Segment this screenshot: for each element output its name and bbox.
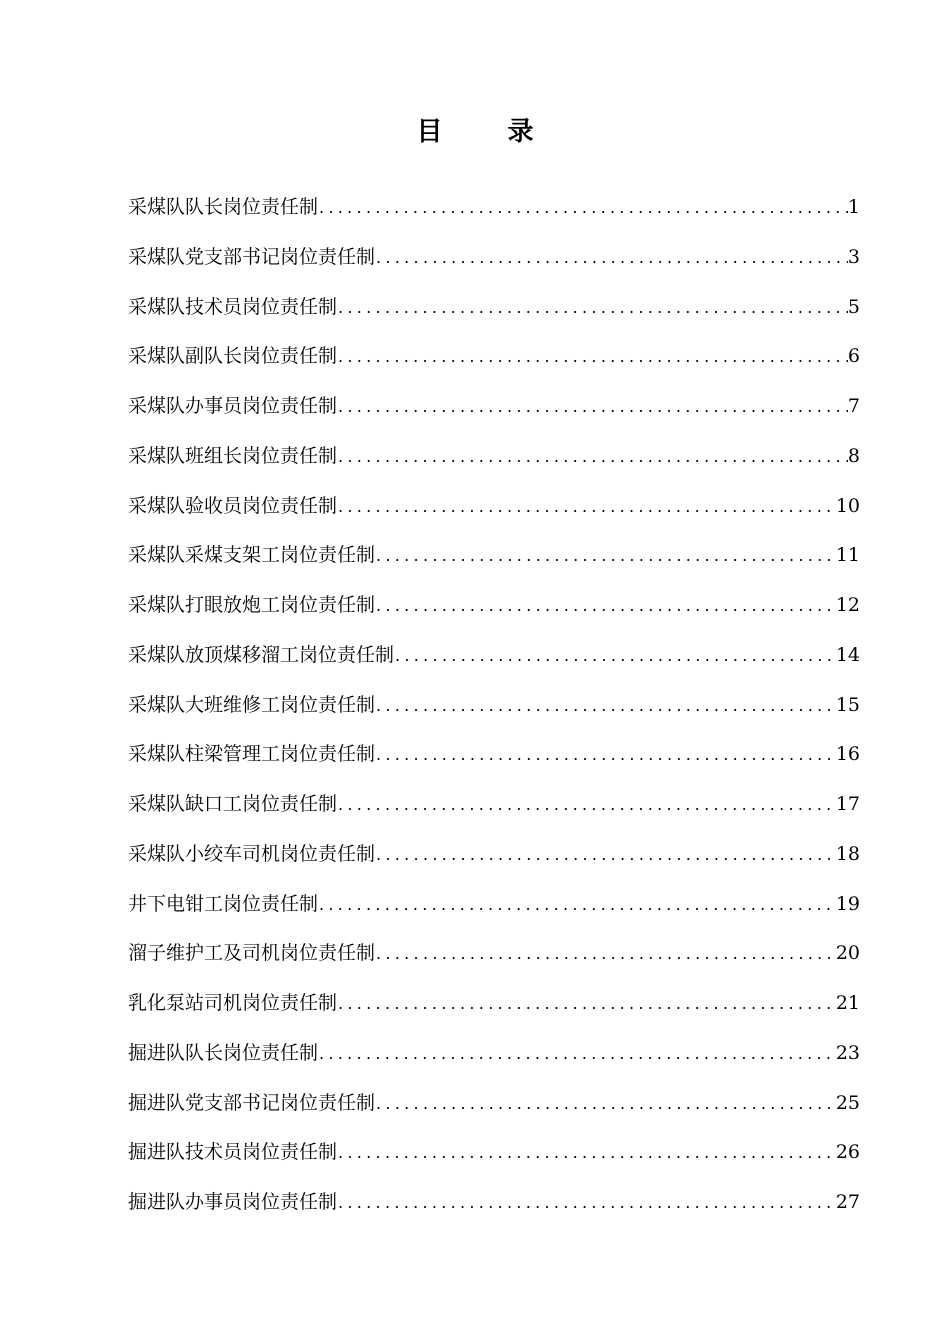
page-title: 目 录 [416, 117, 562, 147]
toc-entry[interactable] [128, 1029, 860, 1079]
toc-entry-title: 掘进队队长岗位责任制 [128, 1041, 319, 1064]
dot-leader [375, 830, 836, 880]
toc-entry-title: 乳化泵站司机岗位责任制 [128, 992, 338, 1014]
toc-entry-title: 采煤队技术员岗位责任制 [128, 295, 338, 318]
toc-entry-title: 掘进队技术员岗位责任制 [128, 1141, 338, 1164]
toc-entry-title: 采煤队缺口工岗位责任制 [128, 793, 338, 815]
toc-page-number: 18 [835, 842, 860, 865]
toc-entry[interactable] [128, 432, 860, 482]
dot-leader [318, 183, 848, 233]
toc-page-number: 1 [847, 196, 860, 218]
toc-entry[interactable] [128, 681, 860, 731]
toc-entry[interactable] [128, 482, 860, 532]
dot-leader [375, 531, 836, 581]
toc-page-number: 20 [835, 942, 860, 965]
toc-page-number: 8 [847, 444, 860, 467]
dot-leader [337, 1128, 836, 1178]
dot-leader [337, 1178, 836, 1228]
dot-leader [375, 1079, 836, 1129]
toc-page-number: 25 [835, 1091, 860, 1114]
toc-entry-title: 采煤队副队长岗位责任制 [128, 345, 338, 368]
toc-entry[interactable] [128, 1079, 860, 1129]
toc-entry-title: 采煤队打眼放炮工岗位责任制 [128, 594, 376, 616]
toc-entry-title: 采煤队队长岗位责任制 [128, 196, 319, 218]
dot-leader [337, 432, 848, 482]
dot-leader [318, 880, 836, 930]
toc-page-number: 12 [835, 594, 860, 616]
toc-entry-title: 采煤队柱梁管理工岗位责任制 [128, 743, 376, 766]
toc-entry[interactable] [128, 531, 860, 581]
toc-page-number: 6 [847, 345, 860, 368]
toc-page-number: 5 [847, 295, 860, 318]
dot-leader [337, 482, 836, 532]
dot-leader [375, 233, 848, 283]
toc-entry[interactable] [128, 1128, 860, 1178]
dot-leader [375, 681, 836, 731]
dot-leader [375, 730, 836, 780]
toc-entry[interactable] [128, 929, 860, 979]
dot-leader [394, 631, 836, 681]
dot-leader [337, 283, 848, 333]
toc-page-number: 21 [835, 992, 860, 1014]
toc-entry[interactable] [128, 283, 860, 333]
dot-leader [318, 1029, 836, 1079]
toc-page-number: 16 [835, 743, 860, 766]
toc-page-number: 14 [835, 643, 860, 666]
toc-page-number: 7 [847, 395, 860, 417]
toc-entry-title: 掘进队党支部书记岗位责任制 [128, 1091, 376, 1114]
toc-entry-title: 采煤队采煤支架工岗位责任制 [128, 544, 376, 567]
toc-entry[interactable] [128, 780, 860, 830]
toc-page-number: 23 [835, 1041, 860, 1064]
toc-entry-title: 掘进队办事员岗位责任制 [128, 1191, 338, 1213]
toc-entry-title: 采煤队放顶煤移溜工岗位责任制 [128, 643, 395, 666]
toc-page-number: 26 [835, 1141, 860, 1164]
table-of-contents [128, 183, 860, 1228]
toc-entry[interactable] [128, 880, 860, 930]
toc-entry-title: 采煤队大班维修工岗位责任制 [128, 693, 376, 716]
dot-leader [375, 581, 836, 631]
toc-entry[interactable] [128, 382, 860, 432]
toc-entry[interactable] [128, 183, 860, 233]
toc-entry[interactable] [128, 233, 860, 283]
toc-entry[interactable] [128, 730, 860, 780]
toc-entry-title: 采煤队验收员岗位责任制 [128, 494, 338, 517]
dot-leader [337, 780, 836, 830]
toc-entry-title: 采煤队小绞车司机岗位责任制 [128, 842, 376, 865]
toc-page-number: 3 [847, 245, 860, 268]
toc-page-number: 27 [835, 1191, 860, 1213]
dot-leader [375, 929, 836, 979]
toc-page-number: 17 [835, 793, 860, 815]
toc-page-number: 11 [835, 544, 860, 567]
toc-entry[interactable] [128, 979, 860, 1029]
toc-entry-title: 采煤队班组长岗位责任制 [128, 444, 338, 467]
toc-entry-title: 溜子维护工及司机岗位责任制 [128, 942, 376, 965]
toc-entry[interactable] [128, 1178, 860, 1228]
toc-entry[interactable] [128, 830, 860, 880]
toc-entry[interactable] [128, 631, 860, 681]
dot-leader [337, 979, 836, 1029]
toc-page-number: 10 [835, 494, 860, 517]
toc-entry-title: 采煤队党支部书记岗位责任制 [128, 245, 376, 268]
dot-leader [337, 332, 848, 382]
toc-entry[interactable] [128, 581, 860, 631]
toc-page-number: 19 [835, 892, 860, 915]
toc-entry[interactable] [128, 332, 860, 382]
dot-leader [337, 382, 848, 432]
toc-page-number: 15 [835, 693, 860, 716]
toc-entry-title: 井下电钳工岗位责任制 [128, 892, 319, 915]
toc-entry-title: 采煤队办事员岗位责任制 [128, 395, 338, 417]
